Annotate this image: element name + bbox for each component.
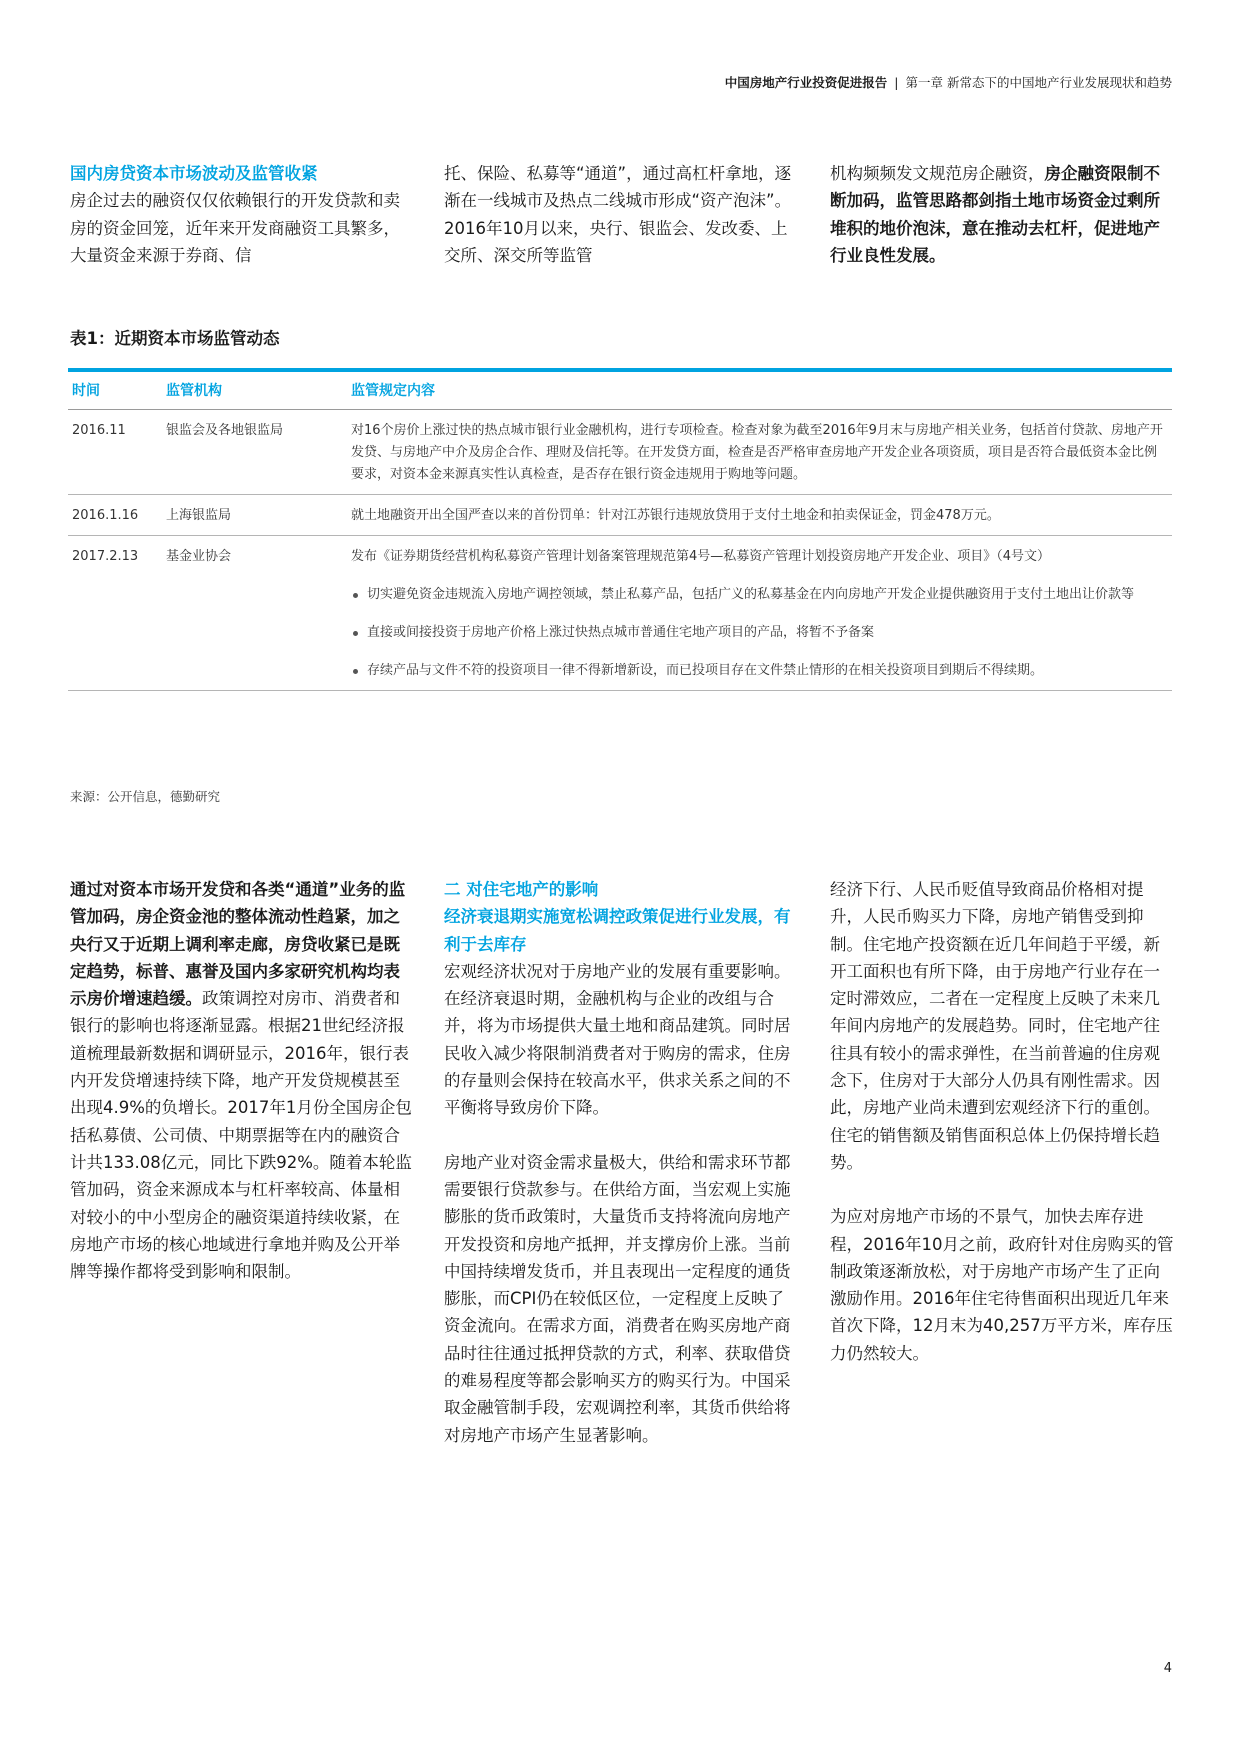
header-separator: | (894, 74, 899, 90)
table-header-row (68, 372, 1172, 410)
row-content: 就土地融资开出全国严查以来的首份罚单：针对江苏银行违规放贷用于支付土地金和拍卖保证金，罚金478万元。 (347, 495, 1172, 536)
paragraph-gap (830, 1176, 1174, 1203)
page-number: 4 (1163, 1661, 1172, 1676)
bottom-col1-text: 通过对资本市场开发贷和各类“通道”业务的监管加码，房企资金池的整体流动性趋紧，加之央行又于近期上调利率走廊，房贷收紧已是既定趋势，标普、惠誉及国内多家研究机构均表示房价增速趋缓。政策调控对房市、消费者和银行的影响也将逐渐显露。根据21世纪经济报道梳理最新数据和调研显示，2016年，银行表内开发贷增速持续下降，地产开发贷规模甚至出现4.9%的负增长。2017年1月份全国房企包括私募债、公司债、中期票据等在内的融资合计共133.08亿元，同比下跌92%。随着本轮监管加码，资金来源成本与杠杆率较高、体量相对较小的中小型房企的融资渠道持续收紧，在房地产市场的核心地域进行拿地并购及公开举牌等操作都将受到影响和限制。 (70, 880, 412, 1282)
list-item: 存续产品与文件不符的投资项目一律不得新增新设，而已投项目存在文件禁止情形的在相关投资项目到期后不得续期。 (351, 660, 1164, 682)
bottom-col3-para2: 为应对房地产市场的不景气，加快去库存进程，2016年10月之前，政府针对住房购买的管制政策逐渐放松，对于房地产市场产生了正向激励作用。2016年住宅待售面积出现近几年来首次下降，12月末为40,257万平方米，库存压力仍然较大。 (830, 1207, 1174, 1363)
section-heading: 国内房贷资本市场波动及监管收紧 (70, 164, 318, 183)
page-header (68, 72, 1172, 92)
column-header-agency: 监管机构 (162, 372, 347, 410)
row-content: 发布《证券期货经营机构私募资产管理计划备案管理规范第4号—私募资产管理计划投资房地产开发企业、项目》（4号文） (351, 549, 1051, 564)
report-title: 中国房地产行业投资促进报告 (724, 75, 888, 90)
top-column-2 (444, 160, 798, 269)
top-col2-text: 托、保险、私募等“通道”，通过高杠杆拿地，逐渐在一线城市及热点二线城市形成“资产泡沫”。2016年10月以来，央行、银监会、发改委、上交所、深交所等监管 (444, 164, 792, 265)
bottom-col2-para1: 宏观经济状况对于房地产业的发展有重要影响。在经济衰退时期，金融机构与企业的改组与合并，将为市场提供大量土地和商品建筑。同时居民收入减少将限制消费者对于购房的需求，住房的存量则会保持在较高水平，供求关系之间的不平衡将导致房价下降。 (444, 961, 791, 1118)
row-time: 2016.1.16 (68, 495, 162, 536)
bottom-col2-para2: 房地产业对资金需求量极大，供给和需求环节都需要银行贷款参与。在供给方面，当宏观上实施膨胀的货币政策时，大量货币支持将流向房地产开发投资和房地产抵押，并支撑房价上涨。当前中国持续增发货币，并且表现出一定程度的通货膨胀，而CPI仍在较低区位，一定程度上反映了资金流向。在需求方面，消费者在购买房地产商品时往往通过抵押贷款的方式，利率、获取借贷的难易程度等都会影响买方的购买行为。中国采取金融管制手段，宏观调控利率，其货币供给将对房地产市场产生显著影响。 (444, 1152, 791, 1445)
bottom-col3-para1: 经济下行、人民币贬值导致商品价格相对提升，人民币购买力下降，房地产销售受到抑制。住宅地产投资额在近几年间趋于平缓，新开工面积也有所下降，由于房地产行业存在一定时滞效应，二者在一定程度上反映了未来几年间内房地产的发展趋势。同时，住宅地产往往具有较小的需求弹性，在当前普遍的住房观念下，住房对于大部分人仍具有刚性需求。因此，房地产业尚未遭到宏观经济下行的重创。住宅的销售额及销售面积总体上仍保持增长趋势。 (830, 880, 1160, 1172)
list-item: 切实避免资金违规流入房地产调控领域，禁止私募产品，包括广义的私募基金在内向房地产开发企业提供融资用于支付土地出让价款等 (351, 584, 1164, 606)
table-row (68, 410, 1172, 495)
row-content: 对16个房价上涨过快的热点城市银行业金融机构，进行专项检查。检查对象为截至2016年9月末与房地产相关业务，包括首付贷款、房地产开发贷、与房地产中介及房企合作、理财及信托等。在开发贷方面，检查是否严格审查房地产开发企业各项资质，项目是否符合最低资本金比例要求，对资本金来源真实性认真检查，是否存在银行资金违规用于购地等问题。 (347, 410, 1172, 495)
table-row (68, 536, 1172, 691)
table-title: 表1：近期资本市场监管动态 (70, 329, 280, 348)
table-row (68, 495, 1172, 536)
paragraph-gap (444, 1122, 796, 1149)
list-item: 直接或间接投资于房地产价格上涨过快热点城市普通住宅地产项目的产品，将暂不予备案 (351, 622, 1164, 644)
table-source: 来源：公开信息，德勤研究 (70, 789, 221, 804)
subsection-subheading: 经济衰退期实施宽松调控政策促进行业发展，有利于去库存 (444, 907, 791, 954)
bottom-column-1 (70, 876, 414, 1285)
top-col3-text: 机构频频发文规范房企融资，房企融资限制不断加码，监管思路都剑指土地市场资金过剩所堆积的地价泡沫，意在推动去杠杆，促进地产行业良性发展。 (830, 164, 1160, 265)
row-time: 2016.11 (68, 410, 162, 495)
top-column-3 (830, 160, 1174, 269)
top-column-1 (70, 160, 410, 269)
row-agency: 上海银监局 (162, 495, 347, 536)
regulation-table (68, 368, 1172, 691)
bottom-column-3 (830, 876, 1174, 1367)
bullet-list (351, 584, 1164, 682)
column-header-content: 监管规定内容 (347, 372, 1172, 410)
row-agency: 银监会及各地银监局 (162, 410, 347, 495)
row-agency: 基金业协会 (162, 536, 347, 691)
bottom-column-2 (444, 876, 796, 1449)
row-time: 2017.2.13 (68, 536, 162, 691)
chapter-title: 第一章 新常态下的中国地产行业发展现状和趋势 (905, 75, 1172, 90)
top-col1-text: 房企过去的融资仅仅依赖银行的开发贷款和卖房的资金回笼，近年来开发商融资工具繁多，大量资金来源于券商、信 (70, 191, 400, 265)
column-header-time: 时间 (68, 372, 162, 410)
subsection-heading: 二 对住宅地产的影响 (444, 880, 599, 899)
row-content-cell (347, 536, 1172, 691)
